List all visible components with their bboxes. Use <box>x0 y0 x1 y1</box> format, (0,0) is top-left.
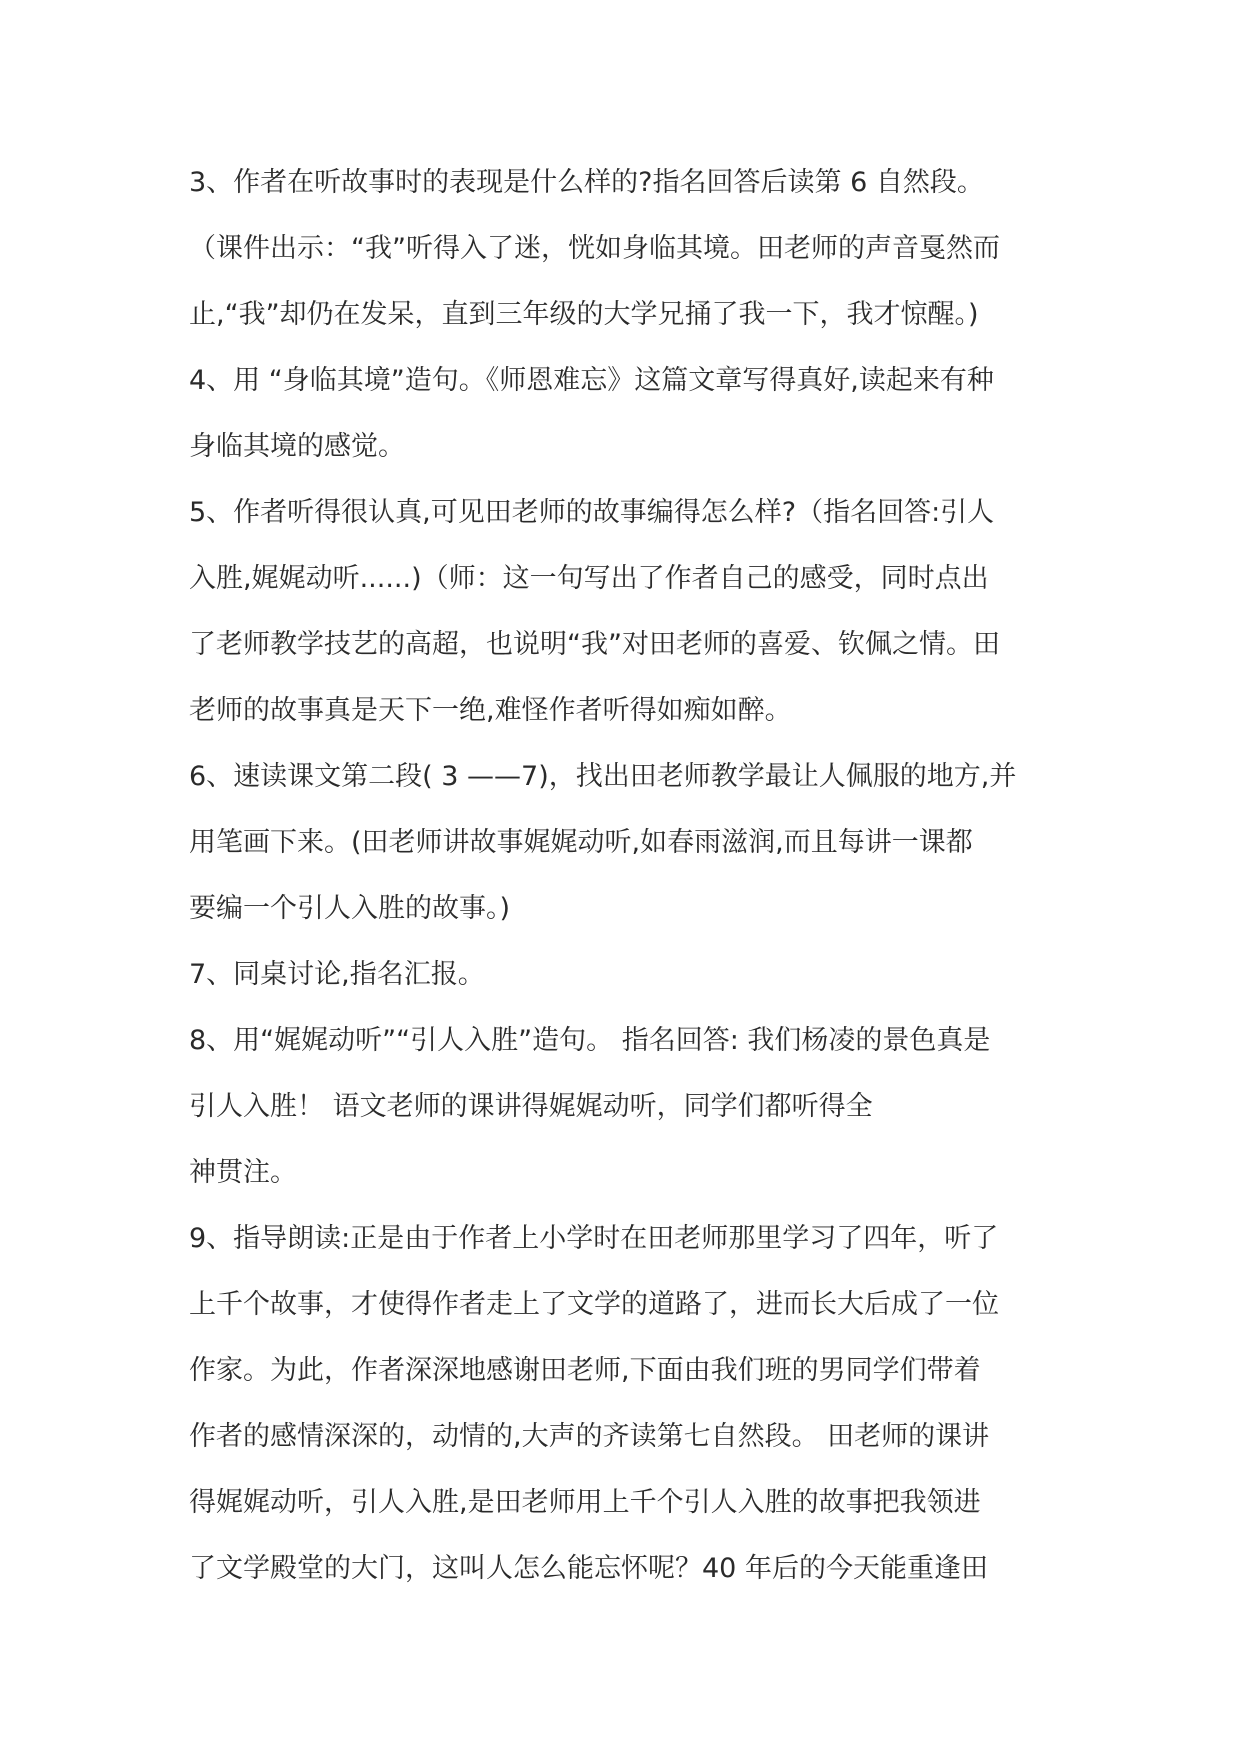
text-line: 4、用 “身临其境”造句。《师恩难忘》这篇文章写得真好,读起来有种 <box>189 365 994 396</box>
text-line: 了老师教学技艺的高超，也说明“我”对田老师的喜爱、钦佩之情。田 <box>189 629 1000 660</box>
text-line: 3、作者在听故事时的表现是什么样的?指名回答后读第 6 自然段。 <box>189 167 984 198</box>
text-line: 6、速读课文第二段( 3 ——7)，找出田老师教学最让人佩服的地方,并 <box>189 761 1017 792</box>
text-line: 8、用“娓娓动听”“引人入胜”造句。 指名回答: 我们杨凌的景色真是 <box>189 1025 991 1056</box>
text-line: （课件出示：“我”听得入了迷，恍如身临其境。田老师的声音戛然而 <box>189 233 1000 264</box>
text-line: 上千个故事，才使得作者走上了文学的道路了，进而长大后成了一位 <box>189 1289 999 1320</box>
text-line: 要编一个引人入胜的故事。) <box>189 893 511 924</box>
text-line: 5、作者听得很认真,可见田老师的故事编得怎么样?（指名回答:引人 <box>189 497 995 528</box>
text-line: 得娓娓动听，引人入胜,是田老师用上千个引人入胜的故事把我领进 <box>189 1487 981 1518</box>
text-line: 老师的故事真是天下一绝,难怪作者听得如痴如醉。 <box>189 695 792 726</box>
text-line: 神贯注。 <box>189 1157 297 1188</box>
text-line: 作者的感情深深的，动情的,大声的齐读第七自然段。 田老师的课讲 <box>189 1421 990 1452</box>
text-line: 了文学殿堂的大门，这叫人怎么能忘怀呢？40 年后的今天能重逢田 <box>189 1553 988 1584</box>
text-line: 引人入胜！ 语文老师的课讲得娓娓动听，同学们都听得全 <box>189 1091 873 1122</box>
text-line: 7、同桌讨论,指名汇报。 <box>189 959 485 990</box>
document-body <box>189 150 1069 1602</box>
text-line: 止,“我”却仍在发呆，直到三年级的大学兄捅了我一下，我才惊醒。) <box>189 299 979 330</box>
text-line: 用笔画下来。(田老师讲故事娓娓动听,如春雨滋润,而且每讲一课都 <box>189 827 973 858</box>
text-line: 入胜,娓娓动听......)（师：这一句写出了作者自己的感受，同时点出 <box>189 563 989 594</box>
text-line: 作家。为此，作者深深地感谢田老师,下面由我们班的男同学们带着 <box>189 1355 981 1386</box>
text-line: 身临其境的感觉。 <box>189 431 405 462</box>
text-line: 9、指导朗读:正是由于作者上小学时在田老师那里学习了四年，听了 <box>189 1223 999 1254</box>
